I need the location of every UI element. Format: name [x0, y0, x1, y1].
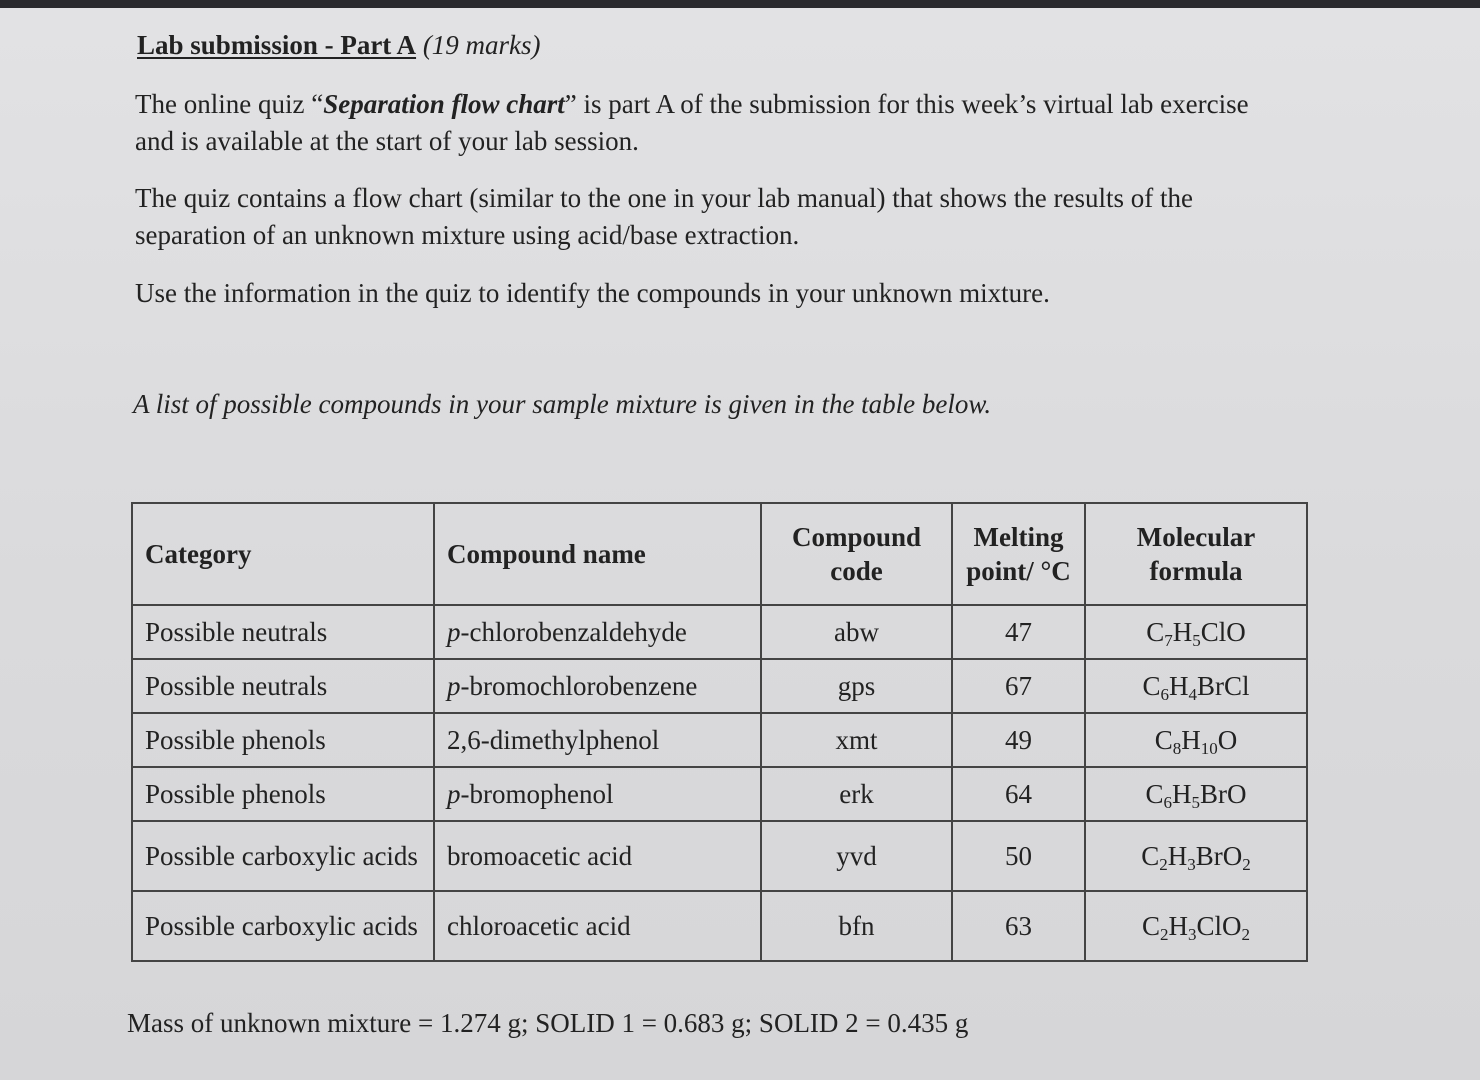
section-heading — [137, 30, 541, 61]
formula-part: ClO — [1200, 616, 1246, 647]
formula-part: C — [1146, 616, 1165, 647]
formula-subscript: 2 — [1241, 925, 1251, 944]
paragraph-instructions: Use the information in the quiz to identify the compounds in your unknown mixture. — [135, 278, 1050, 308]
header-molecular-formula: Molecular formula — [1085, 503, 1307, 605]
cell-melting-point: 67 — [952, 659, 1085, 713]
table-row — [132, 767, 1307, 821]
cell-compound-name — [434, 767, 761, 821]
paragraph-flow-chart: The quiz contains a flow chart (similar to the one in your lab manual) that shows the results of the separation of an unknown mixture using acid/base extraction. — [135, 183, 1193, 250]
cell-category: Possible carboxylic acids — [132, 821, 434, 891]
cell-molecular-formula — [1085, 767, 1307, 821]
cell-category: Possible neutrals — [132, 605, 434, 659]
cell-compound-name — [434, 713, 761, 767]
table-row — [132, 605, 1307, 659]
cell-category: Possible carboxylic acids — [132, 891, 434, 961]
formula-part: C — [1142, 670, 1161, 701]
cell-melting-point: 47 — [952, 605, 1085, 659]
cell-compound-name — [434, 821, 761, 891]
cell-melting-point: 50 — [952, 821, 1085, 891]
formula-subscript: 2 — [1160, 925, 1169, 944]
cell-melting-point: 63 — [952, 891, 1085, 961]
formula-part: BrCl — [1197, 670, 1250, 701]
cell-molecular-formula — [1085, 659, 1307, 713]
formula-part: H — [1181, 724, 1201, 755]
formula-part: C — [1141, 911, 1160, 941]
formula-subscript: 5 — [1192, 630, 1201, 650]
cell-compound-code: erk — [761, 767, 952, 821]
cell-melting-point: 64 — [952, 767, 1085, 821]
formula-subscript: 8 — [1172, 738, 1182, 758]
formula-subscript: 2 — [1242, 855, 1251, 874]
cell-compound-code: gps — [761, 659, 952, 713]
quiz-name: Separation flow chart — [323, 89, 565, 119]
cell-category: Possible phenols — [132, 767, 434, 821]
name-prefix: p — [447, 616, 461, 647]
screen-top-bezel — [0, 0, 1480, 8]
name-rest: bromoacetic acid — [447, 841, 633, 871]
table-header-row — [132, 503, 1307, 605]
formula-subscript: 5 — [1191, 792, 1200, 812]
paragraph-quiz-info — [135, 86, 1285, 160]
formula-part: H — [1168, 911, 1188, 941]
cell-compound-name — [434, 605, 761, 659]
formula-subscript: 3 — [1187, 855, 1196, 874]
formula-part: H — [1172, 778, 1192, 809]
header-compound-code: Compound code — [761, 503, 952, 605]
cell-compound-name — [434, 659, 761, 713]
name-prefix: p — [447, 670, 461, 701]
p1-text-before: The online quiz “ — [135, 89, 324, 119]
cell-compound-code: xmt — [761, 713, 952, 767]
cell-compound-name — [434, 891, 761, 961]
cell-molecular-formula — [1085, 605, 1307, 659]
cell-melting-point: 49 — [952, 713, 1085, 767]
formula-part: BrO — [1195, 841, 1243, 871]
formula-subscript: 6 — [1163, 792, 1172, 812]
header-category: Category — [132, 503, 434, 605]
formula-subscript: 4 — [1188, 684, 1197, 704]
heading-marks: (19 marks) — [422, 30, 541, 60]
compounds-table — [131, 502, 1308, 962]
cell-category: Possible neutrals — [132, 659, 434, 713]
header-melting-point: Melting point/ °C — [952, 503, 1085, 605]
cell-compound-code: yvd — [761, 821, 952, 891]
cell-molecular-formula — [1085, 713, 1307, 767]
name-rest: -bromophenol — [460, 778, 614, 809]
cell-category: Possible phenols — [132, 713, 434, 767]
table-row — [132, 821, 1307, 891]
table-row — [132, 659, 1307, 713]
formula-part: C — [1145, 778, 1164, 809]
name-rest: -bromochlorobenzene — [460, 670, 698, 701]
cell-molecular-formula — [1085, 891, 1307, 961]
formula-part: O — [1217, 724, 1238, 755]
name-prefix: p — [447, 778, 461, 809]
header-compound-name: Compound name — [434, 503, 761, 605]
formula-subscript: 7 — [1164, 630, 1173, 650]
cell-molecular-formula — [1085, 821, 1307, 891]
formula-part: C — [1141, 841, 1160, 871]
table-intro: A list of possible compounds in your sample mixture is given in the table below. — [133, 389, 992, 419]
formula-part: C — [1154, 724, 1173, 755]
p1-text-after: ” is part A of the submission for this week’s virtual lab exercise and is available at the start of your lab session. — [135, 89, 1249, 156]
table-row — [132, 891, 1307, 961]
formula-part: H — [1167, 841, 1188, 871]
mass-summary: Mass of unknown mixture = 1.274 g; SOLID 1 = 0.683 g; SOLID 2 = 0.435 g — [127, 1008, 969, 1038]
table-row — [132, 713, 1307, 767]
formula-subscript: 3 — [1188, 925, 1197, 944]
name-rest: 2,6-dimethylphenol — [447, 724, 660, 755]
cell-compound-code: abw — [761, 605, 952, 659]
formula-part: H — [1172, 616, 1193, 647]
cell-compound-code: bfn — [761, 891, 952, 961]
formula-part: H — [1169, 670, 1189, 701]
formula-part: BrO — [1200, 778, 1247, 809]
heading-title: Lab submission - Part A — [137, 30, 417, 60]
name-rest: chloroacetic acid — [447, 911, 631, 941]
formula-subscript: 6 — [1160, 684, 1169, 704]
formula-subscript: 2 — [1159, 855, 1168, 874]
name-rest: -chlorobenzaldehyde — [460, 616, 687, 647]
document-page — [0, 8, 1480, 1080]
formula-subscript: 10 — [1200, 738, 1218, 758]
formula-part: ClO — [1196, 911, 1242, 941]
